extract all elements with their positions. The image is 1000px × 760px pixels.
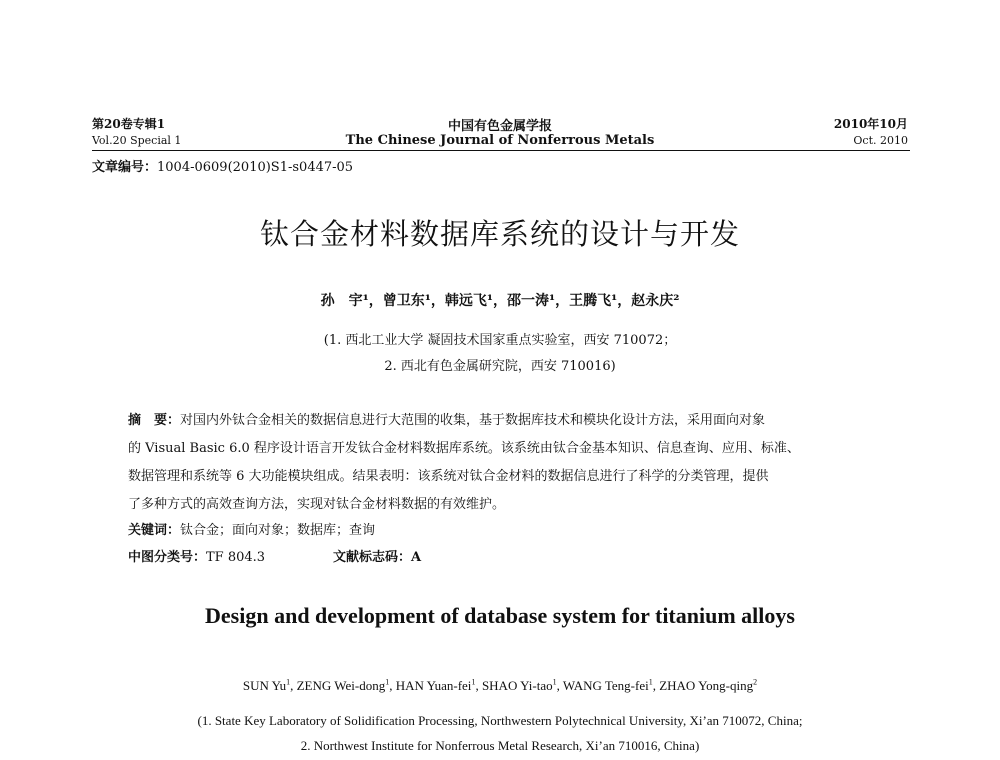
article-number — [92, 156, 353, 175]
document-code-label: 文献标志码： — [333, 550, 412, 565]
article-number-label: 文章编号： — [92, 160, 158, 175]
keywords-label: 关键词： — [128, 523, 181, 538]
author-en-affiliation-mark: 1 — [471, 677, 476, 687]
journal-title-cn: 中国有色金属学报 — [447, 119, 552, 134]
author-separator: , — [475, 678, 482, 693]
authors-en — [0, 678, 1000, 694]
article-number-value: 1004-0609(2010)S1-s0447-05 — [157, 160, 354, 175]
abstract — [128, 407, 888, 519]
volume-en: Vol.20 Special 1 — [92, 134, 182, 147]
affiliation-en-2: 2. Northwest Institute for Nonferrous Metal Research, Xi’an 710016, China) — [300, 738, 700, 753]
author-separator: , — [556, 678, 563, 693]
author-en-name: HAN Yuan-fei — [395, 678, 472, 693]
author-en-name: SHAO Yi-tao — [481, 678, 553, 693]
author-en-affiliation-mark: 1 — [552, 677, 557, 687]
abstract-line-3: 数据管理和系统等 6 大功能模块组成。结果表明：该系统对钛合金材料的数据信息进行了科学的分类管理，提供 — [128, 469, 769, 484]
title-en: Design and development of database system for titanium alloys — [205, 603, 795, 628]
author-en-name: ZHAO Yong-qing — [659, 678, 754, 693]
author-en-name: WANG Teng-fei — [562, 678, 649, 693]
author-separator: , — [290, 678, 297, 693]
keywords-value: 钛合金；面向对象；数据库；查询 — [180, 523, 376, 538]
affiliation-cn-1: (1. 西北工业大学 凝固技术国家重点实验室，西安 710072； — [323, 333, 677, 348]
affiliation-cn-2: 2. 西北有色金属研究院，西安 710016) — [384, 359, 616, 374]
title-cn: 钛合金材料数据库系统的设计与开发 — [259, 217, 740, 251]
date-en: Oct. 2010 — [853, 134, 908, 147]
author-en-affiliation-mark: 1 — [648, 677, 653, 687]
journal-title-en: The Chinese Journal of Nonferrous Metals — [345, 133, 655, 148]
authors-cn: 孙 宇¹，曾卫东¹，韩远飞¹，邵一涛¹，王腾飞¹，赵永庆² — [320, 293, 680, 309]
author-en-affiliation-mark: 1 — [286, 677, 291, 687]
date-cn: 2010年10月 — [833, 117, 908, 131]
author-separator: , — [652, 678, 660, 693]
author-separator: , — [389, 678, 396, 693]
classification — [128, 546, 265, 565]
document-code — [333, 546, 421, 565]
classification-label: 中图分类号： — [128, 550, 207, 565]
document-code-value: A — [411, 550, 422, 565]
author-en-affiliation-mark: 1 — [385, 677, 390, 687]
affiliation-en-1: (1. State Key Laboratory of Solidification Processing, Northwestern Polytechnical University, Xi’an 710072, China; — [197, 713, 803, 728]
author-en-name: SUN Yu — [242, 678, 287, 693]
classification-value: TF 804.3 — [206, 550, 266, 565]
abstract-line-2: 的 Visual Basic 6.0 程序设计语言开发钛合金材料数据库系统。该系统由钛合金基本知识、信息查询、应用、标准、 — [128, 441, 800, 456]
header-rule — [92, 150, 910, 151]
volume-cn: 第20卷专辑1 — [92, 117, 166, 131]
abstract-line-4: 了多种方式的高效查询方法，实现对钛合金材料数据的有效维护。 — [128, 497, 506, 512]
abstract-label: 摘 要： — [128, 413, 181, 428]
abstract-line-1: 摘 要：对国内外钛合金相关的数据信息进行大范围的收集，基于数据库技术和模块化设计方法，采用面向对象 — [128, 413, 766, 428]
author-en-name: ZENG Wei-dong — [296, 678, 386, 693]
author-en-affiliation-mark: 2 — [753, 677, 758, 687]
keywords — [128, 519, 375, 538]
